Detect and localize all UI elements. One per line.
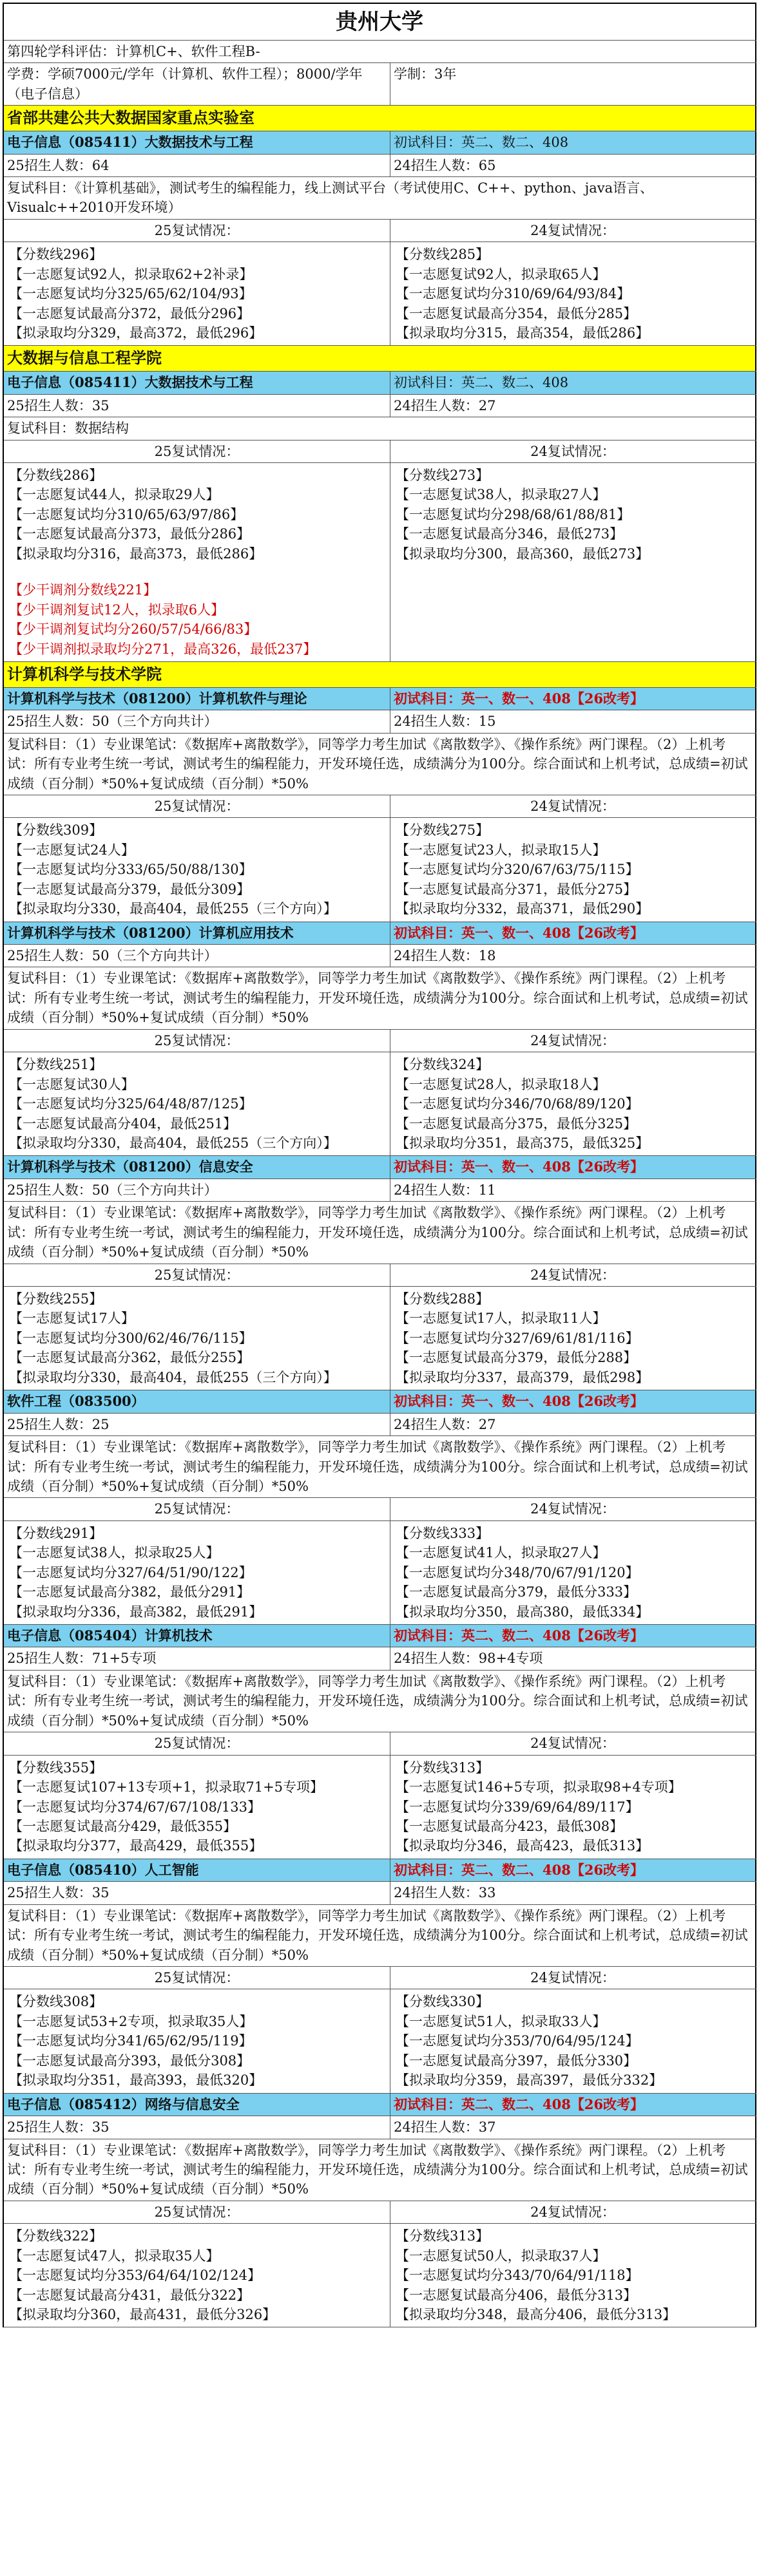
- enrollment-24: 24招生人数：15: [390, 710, 756, 732]
- enrollment-25: 25招生人数：35: [4, 1882, 390, 1904]
- retest-subjects-row: [4, 2139, 756, 2201]
- minority-data-line: 【少干调剂拟录取均分271，最高326，最低237】: [9, 641, 317, 657]
- retest-data-row: [4, 242, 756, 346]
- program-header-row: [4, 1156, 756, 1179]
- data-line: 【拟录取均分330，最高404，最低255（三个方向）】: [9, 1135, 337, 1151]
- data-line: 【一志愿复试最高分379，最低分288】: [396, 1350, 637, 1366]
- exam-subjects: 初试科目：英一、数一、408【26改考】: [390, 1390, 756, 1412]
- retest-data-25: [4, 463, 390, 661]
- program-name: 计算机科学与技术（081200）计算机应用技术: [4, 922, 390, 944]
- retest-header-row: [4, 220, 756, 242]
- exam-subjects: 初试科目：英二、数二、408【26改考】: [390, 2094, 756, 2116]
- data-line: 【一志愿复试38人，拟录取25人】: [9, 1545, 220, 1561]
- data-line: 【分数线285】: [396, 247, 490, 263]
- retest-subjects: 复试科目：数据结构: [4, 417, 756, 439]
- evaluation-row: [4, 41, 756, 63]
- data-line: 【一志愿复试51人，拟录取33人】: [396, 2013, 606, 2029]
- enrollment-25: 25招生人数：35: [4, 2116, 390, 2138]
- data-line: 【拟录取均分332，最高371，最低290】: [396, 901, 649, 917]
- data-line: 【拟录取均分330，最高404，最低255（三个方向）】: [9, 1369, 337, 1385]
- enrollment-24: 24招生人数：18: [390, 945, 756, 967]
- retest-data-row: [4, 1989, 756, 2093]
- data-line: 【一志愿复试均分339/69/64/89/117】: [396, 1799, 639, 1815]
- retest-data-24: [390, 1287, 756, 1390]
- data-line: 【分数线322】: [9, 2228, 103, 2244]
- data-line: 【一志愿复试最高分373，最低分286】: [9, 526, 251, 542]
- program-header-row: [4, 1390, 756, 1413]
- exam-subjects: 初试科目：英二、数二、408: [390, 372, 756, 393]
- enrollment-25: 25招生人数：35: [4, 395, 390, 417]
- spacer: [9, 564, 385, 580]
- retest-header-row: [4, 1498, 756, 1520]
- minority-data-line: 【少干调剂复试12人，拟录取6人】: [9, 601, 225, 618]
- data-line: 【拟录取均分330，最高404，最低255（三个方向）】: [9, 901, 337, 917]
- data-line: 【一志愿复试均分325/64/48/87/125】: [9, 1096, 253, 1112]
- retest-data-25: [4, 1287, 390, 1390]
- enrollment-row: [4, 395, 756, 417]
- data-line: 【拟录取均分300，最高360，最低273】: [396, 545, 649, 562]
- enrollment-row: [4, 710, 756, 733]
- data-line: 【分数线255】: [9, 1291, 103, 1307]
- university-title: 贵州大学: [4, 4, 756, 40]
- enrollment-25: 25招生人数：64: [4, 155, 390, 176]
- title-row: [4, 4, 756, 41]
- data-line: 【分数线355】: [9, 1759, 103, 1776]
- program-name: 计算机科学与技术（081200）信息安全: [4, 1156, 390, 1178]
- data-line: 【一志愿复试均分327/69/61/81/116】: [396, 1330, 639, 1346]
- retest-data-24: [390, 1052, 756, 1155]
- data-line: 【分数线288】: [396, 1291, 490, 1307]
- retest-header-row: [4, 1732, 756, 1755]
- retest-subjects-row: [4, 1905, 756, 1967]
- data-line: 【分数线291】: [9, 1525, 103, 1541]
- enrollment-row: [4, 1179, 756, 1202]
- enrollment-25: 25招生人数：50（三个方向共计）: [4, 1179, 390, 1201]
- enrollment-25: 25招生人数：50（三个方向共计）: [4, 710, 390, 732]
- data-line: 【分数线308】: [9, 1994, 103, 2010]
- enrollment-row: [4, 1882, 756, 1904]
- exam-subjects: 初试科目：英二、数二、408【26改考】: [390, 1625, 756, 1647]
- data-line: 【拟录取均分351，最高375，最低325】: [396, 1135, 649, 1151]
- retest-data-25: [4, 1521, 390, 1624]
- duration-text: 学制：3年: [390, 63, 756, 105]
- retest-data-25: [4, 1989, 390, 2092]
- retest-header-24: 24复试情况：: [390, 1732, 756, 1754]
- section-row: [4, 106, 756, 131]
- retest-subjects-row: [4, 1671, 756, 1732]
- data-line: 【拟录取均分315，最高354，最低286】: [396, 325, 649, 341]
- retest-data-row: [4, 2224, 756, 2327]
- section-row: [4, 662, 756, 688]
- retest-header-row: [4, 1030, 756, 1052]
- retest-data-24: [390, 2224, 756, 2327]
- data-line: 【一志愿复试最高分393，最低分308】: [9, 2052, 251, 2069]
- data-line: 【一志愿复试24人】: [9, 842, 135, 858]
- data-line: 【一志愿复试均分348/70/67/91/120】: [396, 1564, 639, 1580]
- retest-data-row: [4, 1521, 756, 1625]
- retest-header-24: 24复试情况：: [390, 1498, 756, 1520]
- program-header-row: [4, 1859, 756, 1882]
- retest-data-24: [390, 463, 756, 661]
- enrollment-25: 25招生人数：71+5专项: [4, 1647, 390, 1669]
- data-line: 【拟录取均分350，最高380，最低334】: [396, 1604, 649, 1620]
- data-line: 【一志愿复试最高分404，最低251】: [9, 1115, 237, 1132]
- retest-data-row: [4, 1052, 756, 1156]
- retest-header-row: [4, 1967, 756, 1989]
- data-line: 【一志愿复试最高分362，最低分255】: [9, 1350, 251, 1366]
- data-line: 【一志愿复试53+2专项，拟录取35人】: [9, 2013, 253, 2029]
- retest-header-25: 25复试情况：: [4, 1967, 390, 1989]
- data-line: 【一志愿复试47人，拟录取35人】: [9, 2248, 220, 2264]
- retest-data-24: [390, 242, 756, 345]
- data-line: 【一志愿复试41人，拟录取27人】: [396, 1545, 606, 1561]
- data-line: 【一志愿复试92人，拟录取62+2补录】: [9, 266, 253, 282]
- program-name: 电子信息（085410）人工智能: [4, 1859, 390, 1881]
- data-line: 【一志愿复试最高分354，最低分285】: [396, 305, 637, 321]
- retest-header-25: 25复试情况：: [4, 1264, 390, 1286]
- data-line: 【一志愿复试38人，拟录取27人】: [396, 487, 606, 503]
- retest-header-24: 24复试情况：: [390, 440, 756, 462]
- data-line: 【一志愿复试最高分406，最低分313】: [396, 2287, 637, 2303]
- data-line: 【分数线330】: [396, 1994, 490, 2010]
- evaluation-text: 第四轮学科评估：计算机C+、软件工程B-: [4, 41, 756, 62]
- retest-data-row: [4, 1287, 756, 1390]
- exam-subjects: 初试科目：英一、数一、408【26改考】: [390, 922, 756, 944]
- data-line: 【一志愿复试最高分375，最低分325】: [396, 1115, 637, 1132]
- retest-header-25: 25复试情况：: [4, 1732, 390, 1754]
- retest-header-row: [4, 2201, 756, 2224]
- data-line: 【一志愿复试最高分379，最低分309】: [9, 881, 251, 897]
- enrollment-row: [4, 1414, 756, 1436]
- data-line: 【分数线324】: [396, 1057, 490, 1073]
- data-line: 【一志愿复试最高分382，最低分291】: [9, 1584, 251, 1600]
- retest-subjects-row: [4, 1436, 756, 1498]
- retest-data-row: [4, 818, 756, 922]
- retest-subjects: 复试科目：（1）专业课笔试：《数据库+离散数学》，同等学力考生加试《离散数学》、《操作系统》两门课程。（2）上机考试：所有专业考生统一考试，测试考生的编程能力，开发环境任选，成绩满分为100分。综合面试和上机考试，总成绩=初试成绩（百分制）*50%+复试成绩（百分制）*50%: [4, 1905, 756, 1966]
- retest-data-25: [4, 818, 390, 921]
- retest-subjects-row: [4, 734, 756, 795]
- data-line: 【一志愿复试均分353/70/64/95/124】: [396, 2033, 639, 2049]
- retest-header-row: [4, 440, 756, 463]
- data-line: 【一志愿复试17人】: [9, 1311, 135, 1327]
- enrollment-24: 24招生人数：27: [390, 395, 756, 417]
- data-line: 【拟录取均分377，最高429，最低355】: [9, 1838, 263, 1854]
- data-line: 【拟录取均分360，最高431，最低分326】: [9, 2307, 276, 2323]
- retest-subjects: 复试科目：（1）专业课笔试：《数据库+离散数学》，同等学力考生加试《离散数学》、《操作系统》两门课程。（2）上机考试：所有专业考生统一考试，测试考生的编程能力，开发环境任选，成绩满分为100分。综合面试和上机考试，总成绩=初试成绩（百分制）*50%+复试成绩（百分制）*50%: [4, 967, 756, 1028]
- retest-data-25: [4, 1756, 390, 1859]
- data-line: 【一志愿复试均分343/70/64/91/118】: [396, 2268, 639, 2284]
- data-line: 【分数线251】: [9, 1057, 103, 1073]
- data-line: 【一志愿复试均分341/65/62/95/119】: [9, 2033, 253, 2049]
- enrollment-25: 25招生人数：25: [4, 1414, 390, 1435]
- data-line: 【一志愿复试均分346/70/68/89/120】: [396, 1096, 639, 1112]
- enrollment-row: [4, 945, 756, 967]
- enrollment-24: 24招生人数：33: [390, 1882, 756, 1904]
- data-line: 【分数线313】: [396, 2228, 490, 2244]
- data-line: 【一志愿复试146+5专项，拟录取98+4专项】: [396, 1779, 682, 1795]
- program-name: 电子信息（085411）大数据技术与工程: [4, 131, 390, 153]
- data-line: 【分数线296】: [9, 247, 103, 263]
- enrollment-row: [4, 155, 756, 177]
- data-line: 【一志愿复试最高分423，最低308】: [396, 1818, 624, 1834]
- data-line: 【分数线333】: [396, 1525, 490, 1541]
- data-line: 【一志愿复试30人】: [9, 1076, 135, 1092]
- enrollment-24: 24招生人数：37: [390, 2116, 756, 2138]
- enrollment-24: 24招生人数：65: [390, 155, 756, 176]
- data-line: 【一志愿复试最高分346，最低273】: [396, 526, 624, 542]
- enrollment-row: [4, 1647, 756, 1670]
- program-name: 软件工程（083500）: [4, 1390, 390, 1412]
- data-line: 【一志愿复试均分374/67/67/108/133】: [9, 1799, 261, 1815]
- data-line: 【分数线313】: [396, 1759, 490, 1776]
- retest-header-24: 24复试情况：: [390, 1030, 756, 1052]
- data-line: 【一志愿复试23人，拟录取15人】: [396, 842, 606, 858]
- data-line: 【分数线286】: [9, 468, 103, 484]
- retest-data-24: [390, 1521, 756, 1624]
- retest-data-row: [4, 1756, 756, 1859]
- fee-row: [4, 63, 756, 106]
- data-line: 【一志愿复试均分300/62/46/76/115】: [9, 1330, 253, 1346]
- section-title: 计算机科学与技术学院: [4, 662, 756, 687]
- data-line: 【一志愿复试17人，拟录取11人】: [396, 1311, 606, 1327]
- retest-header-25: 25复试情况：: [4, 220, 390, 242]
- data-line: 【一志愿复试107+13专项+1，拟录取71+5专项】: [9, 1779, 324, 1795]
- data-line: 【一志愿复试均分310/65/63/97/86】: [9, 506, 244, 522]
- data-line: 【一志愿复试最高分429，最低355】: [9, 1818, 237, 1834]
- retest-subjects-row: [4, 417, 756, 440]
- program-name: 计算机科学与技术（081200）计算机软件与理论: [4, 688, 390, 710]
- retest-header-24: 24复试情况：: [390, 1967, 756, 1989]
- retest-header-24: 24复试情况：: [390, 220, 756, 242]
- retest-header-24: 24复试情况：: [390, 795, 756, 817]
- retest-subjects-row: [4, 967, 756, 1029]
- exam-subjects: 初试科目：英二、数二、408: [390, 131, 756, 153]
- data-line: 【一志愿复试最高分371，最低分275】: [396, 881, 637, 897]
- program-header-row: [4, 688, 756, 710]
- data-line: 【一志愿复试最高分372，最低分296】: [9, 305, 251, 321]
- retest-data-24: [390, 1756, 756, 1859]
- exam-subjects: 初试科目：英二、数二、408【26改考】: [390, 1859, 756, 1881]
- program-header-row: [4, 372, 756, 394]
- data-line: 【一志愿复试均分310/69/64/93/84】: [396, 286, 631, 302]
- minority-data-line: 【少干调剂分数线221】: [9, 582, 157, 598]
- document-table: [3, 3, 756, 2327]
- data-line: 【拟录取均分346，最高423，最低313】: [396, 1838, 649, 1854]
- exam-subjects: 初试科目：英一、数一、408【26改考】: [390, 1156, 756, 1178]
- retest-subjects-row: [4, 177, 756, 220]
- enrollment-row: [4, 2116, 756, 2139]
- program-name: 电子信息（085404）计算机技术: [4, 1625, 390, 1647]
- section-title: 大数据与信息工程学院: [4, 346, 756, 371]
- data-line: 【一志愿复试50人，拟录取37人】: [396, 2248, 606, 2264]
- retest-header-25: 25复试情况：: [4, 795, 390, 817]
- data-line: 【分数线309】: [9, 822, 103, 838]
- program-name: 电子信息（085411）大数据技术与工程: [4, 372, 390, 393]
- data-line: 【一志愿复试92人，拟录取65人】: [396, 266, 606, 282]
- retest-subjects: 复试科目：（1）专业课笔试：《数据库+离散数学》，同等学力考生加试《离散数学》、《操作系统》两门课程。（2）上机考试：所有专业考生统一考试，测试考生的编程能力，开发环境任选，成绩满分为100分。综合面试和上机考试，总成绩=初试成绩（百分制）*50%+复试成绩（百分制）*50%: [4, 1671, 756, 1732]
- data-line: 【一志愿复试最高分379，最低分333】: [396, 1584, 637, 1600]
- data-line: 【一志愿复试均分325/65/62/104/93】: [9, 286, 253, 302]
- retest-subjects-row: [4, 1202, 756, 1264]
- program-header-row: [4, 1625, 756, 1647]
- program-header-row: [4, 131, 756, 154]
- retest-subjects: 复试科目：（1）专业课笔试：《数据库+离散数学》，同等学力考生加试《离散数学》、《操作系统》两门课程。（2）上机考试：所有专业考生统一考试，测试考生的编程能力，开发环境任选，成绩满分为100分。综合面试和上机考试，总成绩=初试成绩（百分制）*50%+复试成绩（百分制）*50%: [4, 734, 756, 795]
- retest-header-row: [4, 795, 756, 818]
- retest-data-25: [4, 2224, 390, 2327]
- data-line: 【拟录取均分337，最高379，最低298】: [396, 1369, 649, 1385]
- retest-subjects: 复试科目：（1）专业课笔试：《数据库+离散数学》，同等学力考生加试《离散数学》、《操作系统》两门课程。（2）上机考试：所有专业考生统一考试，测试考生的编程能力，开发环境任选，成绩满分为100分。综合面试和上机考试，总成绩=初试成绩（百分制）*50%+复试成绩（百分制）*50%: [4, 2139, 756, 2201]
- data-line: 【拟录取均分348，最高分406，最低分313】: [396, 2307, 677, 2323]
- retest-subjects: 复试科目：（1）专业课笔试：《数据库+离散数学》，同等学力考生加试《离散数学》、《操作系统》两门课程。（2）上机考试：所有专业考生统一考试，测试考生的编程能力，开发环境任选，成绩满分为100分。综合面试和上机考试，总成绩=初试成绩（百分制）*50%+复试成绩（百分制）*50%: [4, 1436, 756, 1497]
- data-line: 【一志愿复试最高分431，最低分322】: [9, 2287, 251, 2303]
- data-line: 【一志愿复试28人，拟录取18人】: [396, 1076, 606, 1092]
- data-line: 【拟录取均分329，最高372，最低296】: [9, 325, 263, 341]
- retest-header-25: 25复试情况：: [4, 440, 390, 462]
- data-line: 【一志愿复试44人，拟录取29人】: [9, 487, 220, 503]
- retest-header-24: 24复试情况：: [390, 2201, 756, 2223]
- retest-subjects: 复试科目：《计算机基础》，测试考生的编程能力，线上测试平台（考试使用C、C++、python、java语言、Visualc++2010开发环境）: [4, 177, 756, 219]
- enrollment-25: 25招生人数：50（三个方向共计）: [4, 945, 390, 967]
- retest-data-25: [4, 242, 390, 345]
- retest-header-25: 25复试情况：: [4, 2201, 390, 2223]
- exam-subjects: 初试科目：英一、数一、408【26改考】: [390, 688, 756, 710]
- minority-data-line: 【少干调剂复试均分260/57/54/66/83】: [9, 621, 258, 638]
- retest-data-24: [390, 818, 756, 921]
- enrollment-24: 24招生人数：98+4专项: [390, 1647, 756, 1669]
- data-line: 【一志愿复试均分327/64/51/90/122】: [9, 1564, 253, 1580]
- retest-header-25: 25复试情况：: [4, 1030, 390, 1052]
- program-header-row: [4, 2094, 756, 2116]
- data-line: 【一志愿复试均分298/68/61/88/81】: [396, 506, 631, 522]
- data-line: 【拟录取均分316，最高373，最低286】: [9, 545, 263, 562]
- retest-header-24: 24复试情况：: [390, 1264, 756, 1286]
- enrollment-24: 24招生人数：27: [390, 1414, 756, 1435]
- data-line: 【一志愿复试均分320/67/63/75/115】: [396, 862, 639, 878]
- retest-data-24: [390, 1989, 756, 2092]
- data-line: 【分数线275】: [396, 822, 490, 838]
- retest-subjects: 复试科目：（1）专业课笔试：《数据库+离散数学》，同等学力考生加试《离散数学》、《操作系统》两门课程。（2）上机考试：所有专业考生统一考试，测试考生的编程能力，开发环境任选，成绩满分为100分。综合面试和上机考试，总成绩=初试成绩（百分制）*50%+复试成绩（百分制）*50%: [4, 1202, 756, 1263]
- data-line: 【一志愿复试最高分397，最低分330】: [396, 2052, 637, 2069]
- retest-data-row: [4, 463, 756, 662]
- program-header-row: [4, 922, 756, 945]
- program-name: 电子信息（085412）网络与信息安全: [4, 2094, 390, 2116]
- data-line: 【一志愿复试均分353/64/64/102/124】: [9, 2268, 261, 2284]
- enrollment-24: 24招生人数：11: [390, 1179, 756, 1201]
- data-line: 【拟录取均分351，最高393，最低320】: [9, 2072, 263, 2088]
- content: [4, 106, 756, 2327]
- section-title: 省部共建公共大数据国家重点实验室: [4, 106, 756, 131]
- section-row: [4, 346, 756, 372]
- data-line: 【拟录取均分336，最高382，最低291】: [9, 1604, 263, 1620]
- data-line: 【一志愿复试均分333/65/50/88/130】: [9, 862, 253, 878]
- retest-data-25: [4, 1052, 390, 1155]
- retest-header-25: 25复试情况：: [4, 1498, 390, 1520]
- data-line: 【拟录取均分359，最高397，最低分332】: [396, 2072, 663, 2088]
- retest-header-row: [4, 1264, 756, 1287]
- fee-text: 学费：学硕7000元/学年（计算机、软件工程）；8000/学年（电子信息）: [4, 63, 390, 105]
- data-line: 【分数线273】: [396, 468, 490, 484]
